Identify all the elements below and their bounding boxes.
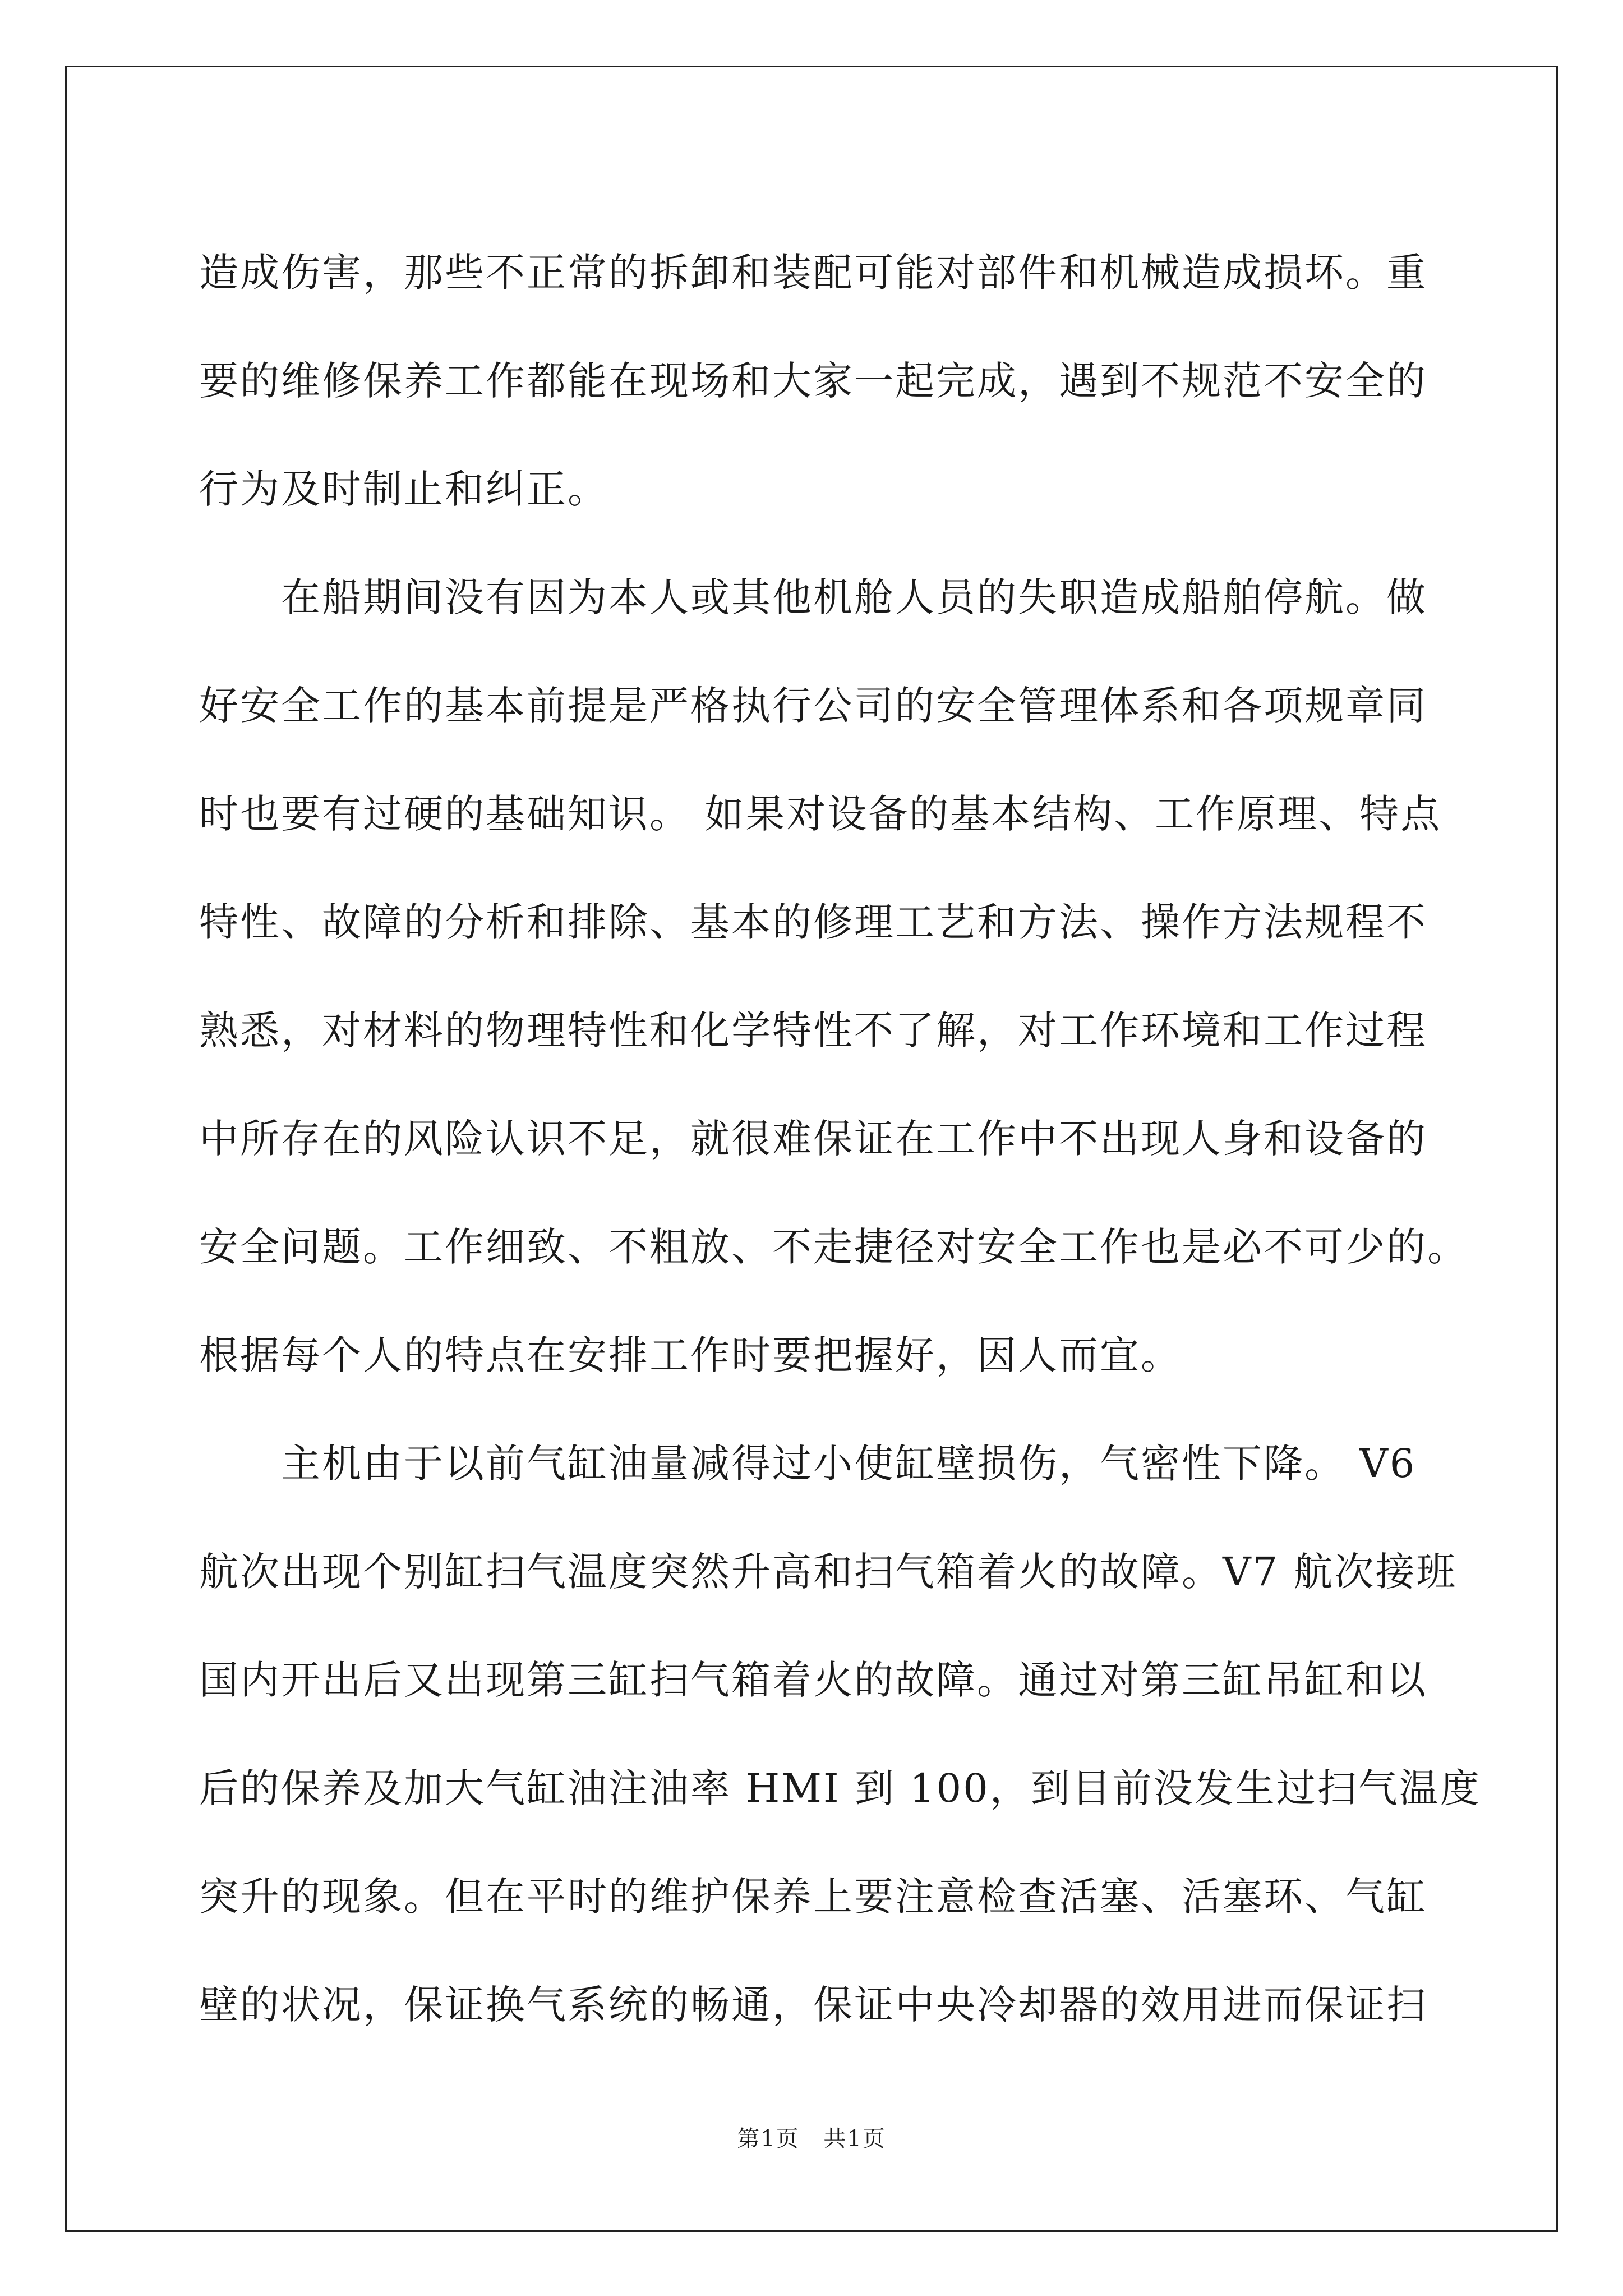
text-line: 安全问题。工作细致、不粗放、不走捷径对安全工作也是必不可少的。	[199, 1224, 1468, 1270]
text-line: 造成伤害，那些不正常的拆卸和装配可能对部件和机械造成损坏。重	[199, 250, 1427, 296]
text-line: 航次出现个别缸扫气温度突然升高和扫气箱着火的故障。V7 航次接班	[199, 1549, 1458, 1595]
text-line: 好安全工作的基本前提是严格执行公司的安全管理体系和各项规章同	[199, 683, 1427, 729]
text-line: 要的维修保养工作都能在现场和大家一起完成，遇到不规范不安全的	[199, 358, 1427, 404]
text-line: 中所存在的风险认识不足，就很难保证在工作中不出现人身和设备的	[199, 1116, 1427, 1162]
document-body	[199, 219, 1481, 2059]
text-line: 壁的状况，保证换气系统的畅通，保证中央冷却器的效用进而保证扫	[199, 1982, 1427, 2028]
text-line: 根据每个人的特点在安排工作时要把握好，因人而宜。	[199, 1332, 1182, 1378]
text-line: 行为及时制止和纠正。	[199, 466, 608, 512]
text-line: 时也要有过硬的基础知识。 如果对设备的基本结构、工作原理、特点	[199, 791, 1442, 837]
text-line: 后的保养及加大气缸油注油率 HMI 到 100，到目前没发生过扫气温度	[199, 1765, 1481, 1811]
text-line: 突升的现象。但在平时的维护保养上要注意检查活塞、活塞环、气缸	[199, 1874, 1427, 1920]
page-number-footer: 第1页 共1页	[737, 2126, 886, 2152]
text-line: 特性、故障的分析和排除、基本的修理工艺和方法、操作方法规程不	[199, 899, 1427, 945]
text-line: 熟悉，对材料的物理特性和化学特性不了解，对工作环境和工作过程	[199, 1007, 1427, 1053]
paragraph-first-line: 主机由于以前气缸油量减得过小使缸壁损伤，气密性下降。 V6	[281, 1441, 1417, 1487]
paragraph-first-line: 在船期间没有因为本人或其他机舱人员的失职造成船舶停航。做	[281, 574, 1427, 620]
text-line: 国内开出后又出现第三缸扫气箱着火的故障。通过对第三缸吊缸和以	[199, 1657, 1427, 1703]
